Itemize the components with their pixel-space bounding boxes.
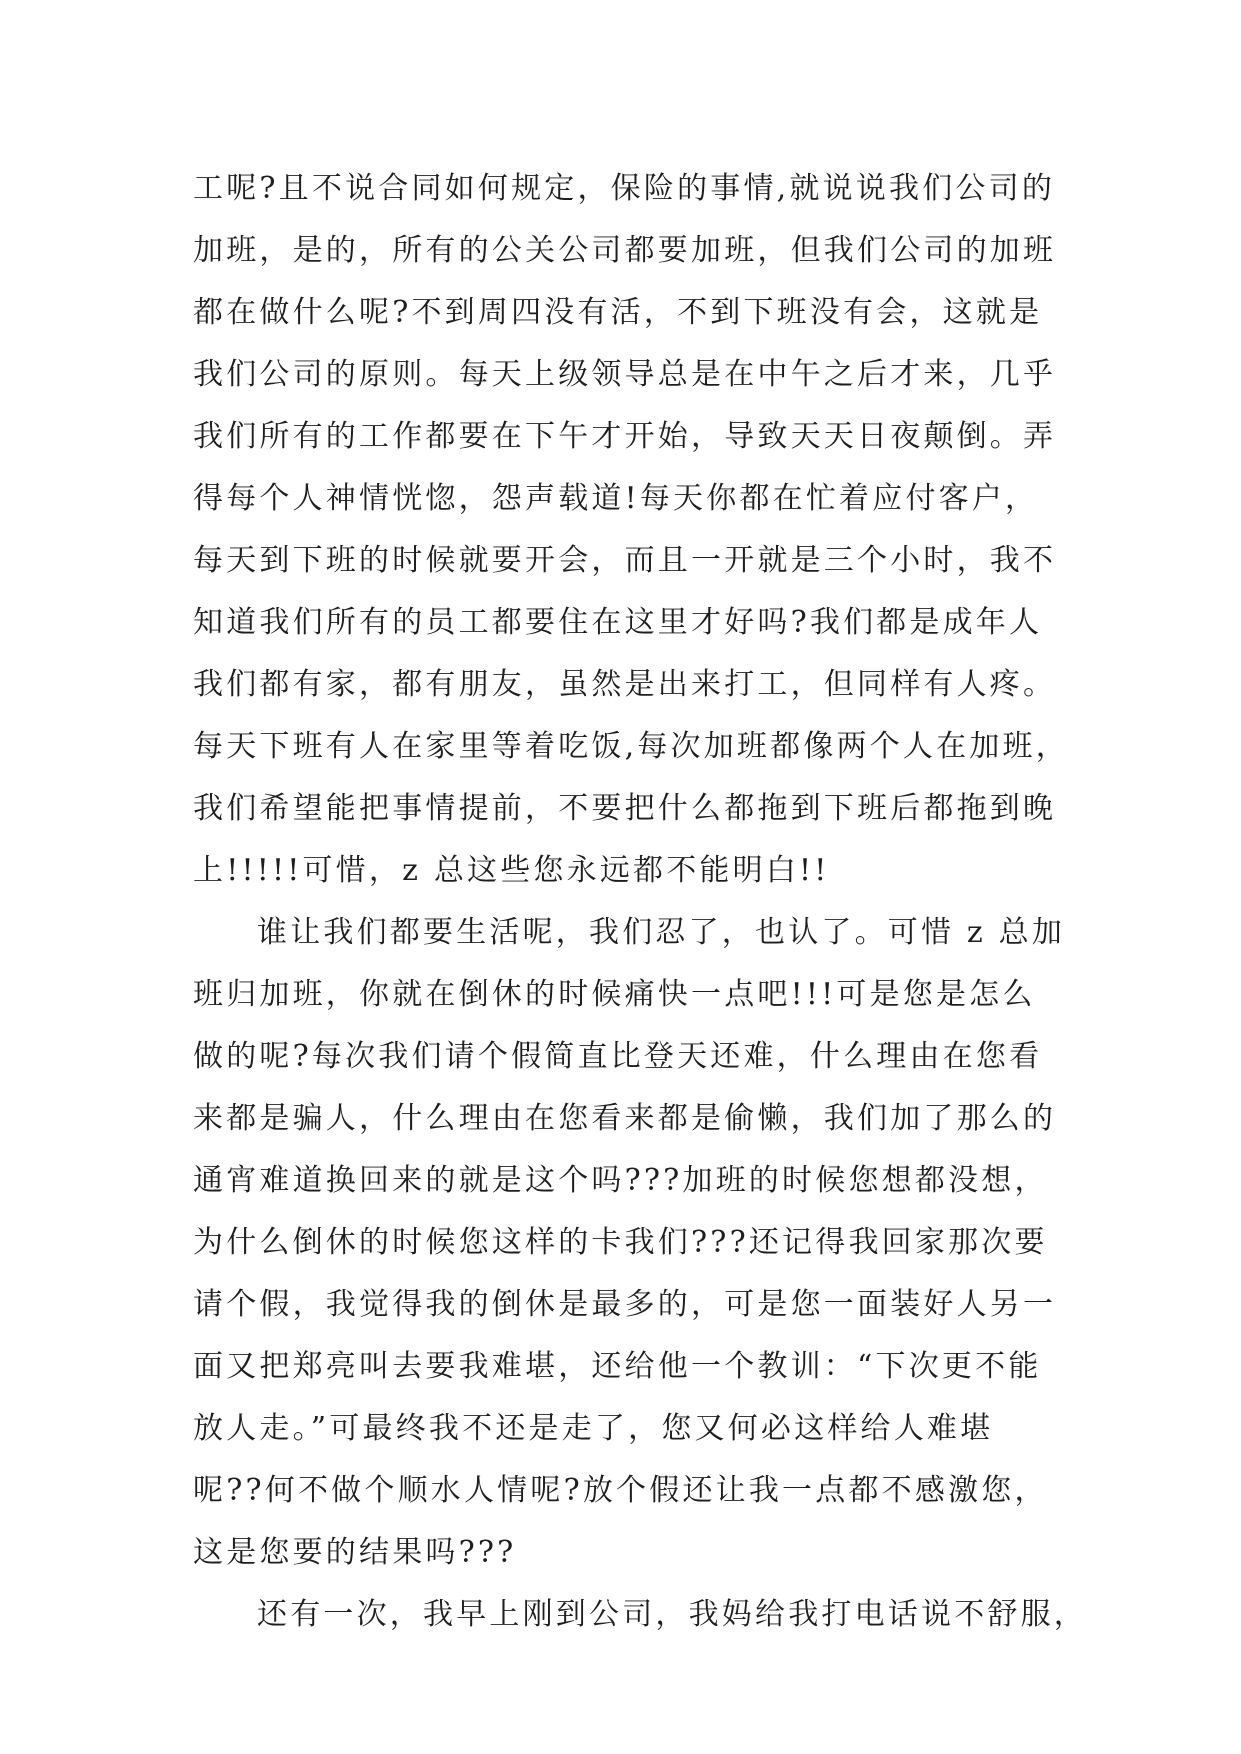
paragraph-2-line-9: 放人走。”可最终我不还是走了，您又何必这样给人难堪 [193,1411,994,1446]
paragraph-2-line-1: 谁让我们都要生活呢，我们忍了，也认了。可惜 z 总加 [257,915,1066,950]
paragraph-1-line-3: 都在做什么呢?不到周四没有活，不到下班没有会，这就是 [193,295,1043,330]
paragraph-1-line-8: 知道我们所有的员工都要住在这里才好吗?我们都是成年人 [193,605,1043,640]
paragraph-1-line-6: 得每个人神情恍惚，怨声载道!每天你都在忙着应付客户， [193,481,1039,516]
paragraph-3-line-1: 还有一次，我早上刚到公司，我妈给我打电话说不舒服， [257,1597,1087,1632]
paragraph-1-line-7: 每天到下班的时候就要开会，而且一开就是三个小时，我不 [193,543,1057,578]
paragraph-1-line-1: 工呢?且不说合同如何规定，保险的事情,就说说我们公司的 [193,171,1056,206]
paragraph-2-line-10: 呢??何不做个顺水人情呢?放个假还让我一点都不感激您， [193,1473,1048,1508]
paragraph-1-line-11: 我们希望能把事情提前，不要把什么都拖到下班后都拖到晚 [193,791,1057,826]
paragraph-2-line-3: 做的呢?每次我们请个假简直比登天还难，什么理由在您看 [193,1039,1043,1074]
paragraph-1-line-5: 我们所有的工作都要在下午才开始，导致天天日夜颠倒。弄 [193,419,1057,454]
paragraph-2-line-2: 班归加班，你就在倒休的时候痛快一点吧!!!可是您是怎么 [193,977,1036,1012]
paragraph-2-line-6: 为什么倒休的时候您这样的卡我们???还记得我回家那次要 [193,1225,1048,1260]
paragraph-1-line-12: 上!!!!!可惜，z 总这些您永远都不能明白!! [193,853,830,888]
paragraph-2-line-8: 面又把郑亮叫去要我难堪，还给他一个教训：“下次更不能 [193,1349,1042,1384]
paragraph-2-line-4: 来都是骗人，什么理由在您看来都是偷懒，我们加了那么的 [193,1101,1057,1136]
paragraph-2-line-5: 通宵难道换回来的就是这个吗???加班的时候您想都没想， [193,1163,1048,1198]
paragraph-1-line-9: 我们都有家，都有朋友，虽然是出来打工，但同样有人疼。 [193,667,1057,702]
paragraph-2-line-11: 这是您要的结果吗??? [193,1535,517,1570]
paragraph-2-line-7: 请个假，我觉得我的倒休是最多的，可是您一面装好人另一 [193,1287,1057,1322]
document-body [193,158,1093,1646]
paragraph-1-line-10: 每天下班有人在家里等着吃饭,每次加班都像两个人在加班， [193,729,1069,764]
paragraph-1-line-4: 我们公司的原则。每天上级领导总是在中午之后才来，几乎 [193,357,1057,392]
paragraph-1-line-2: 加班，是的，所有的公关公司都要加班，但我们公司的加班 [193,233,1057,268]
